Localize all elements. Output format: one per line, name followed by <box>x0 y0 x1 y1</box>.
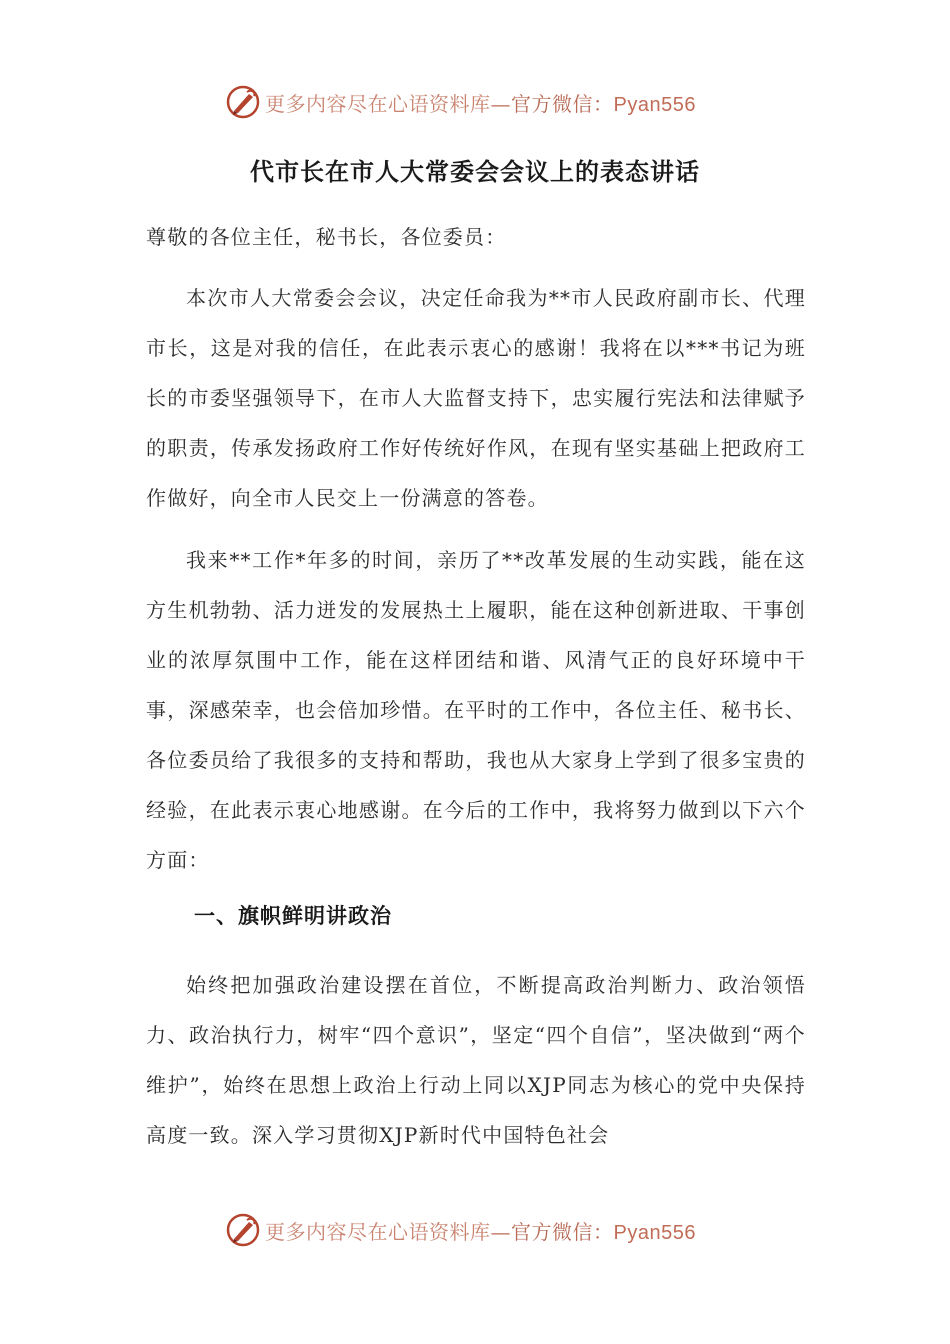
pen-logo-icon <box>225 1212 261 1248</box>
salutation: 尊敬的各位主任，秘书长，各位委员： <box>146 225 507 249</box>
watermark-wechat-label: —官方微信： <box>490 1219 614 1244</box>
watermark-banner-bottom <box>225 1212 725 1248</box>
watermark-banner-top <box>225 84 725 120</box>
pen-logo-icon <box>225 84 261 120</box>
section-heading-1: 一、旗帜鲜明讲政治 <box>194 904 392 928</box>
paragraph-2: 我来**工作*年多的时间，亲历了**改革发展的生动实践，能在这方生机勃勃、活力迸发的发展热土上履职，能在这种创新进取、干事创业的浓厚氛围中工作，能在这样团结和谐、风清气正的良好环境中干事，深感荣幸，也会倍加珍惜。在平时的工作中，各位主任、秘书长、各位委员给了我很多的支持和帮助，我也从大家身上学到了很多宝贵的经验，在此表示衷心地感谢。在今后的工作中，我将努力做到以下六个方面： <box>146 548 806 872</box>
document-title: 代市长在市人大常委会会议上的表态讲话 <box>250 158 700 186</box>
watermark-text <box>265 88 696 117</box>
watermark-site: 更多内容尽在心语资料库 <box>265 1219 491 1244</box>
watermark-wechat-label: —官方微信： <box>490 91 614 116</box>
watermark-site: 更多内容尽在心语资料库 <box>265 91 491 116</box>
watermark-wechat-id: Pyan556 <box>613 1221 696 1244</box>
watermark-wechat-id: Pyan556 <box>613 93 696 116</box>
paragraph-1: 本次市人大常委会会议，决定任命我为**市人民政府副市长、代理市长，这是对我的信任，在此表示衷心的感谢！我将在以***书记为班长的市委坚强领导下，在市人大监督支持下，忠实履行宪法和法律赋予的职责，传承发扬政府工作好传统好作风，在现有坚实基础上把政府工作做好，向全市人民交上一份满意的答卷。 <box>146 286 806 510</box>
watermark-text <box>265 1216 696 1245</box>
paragraph-3: 始终把加强政治建设摆在首位，不断提高政治判断力、政治领悟力、政治执行力，树牢“四个意识”，坚定“四个自信”，坚决做到“两个维护”，始终在思想上政治上行动上同以XJP同志为核心的党中央保持高度一致。深入学习贯彻XJP新时代中国特色社会 <box>146 973 806 1147</box>
